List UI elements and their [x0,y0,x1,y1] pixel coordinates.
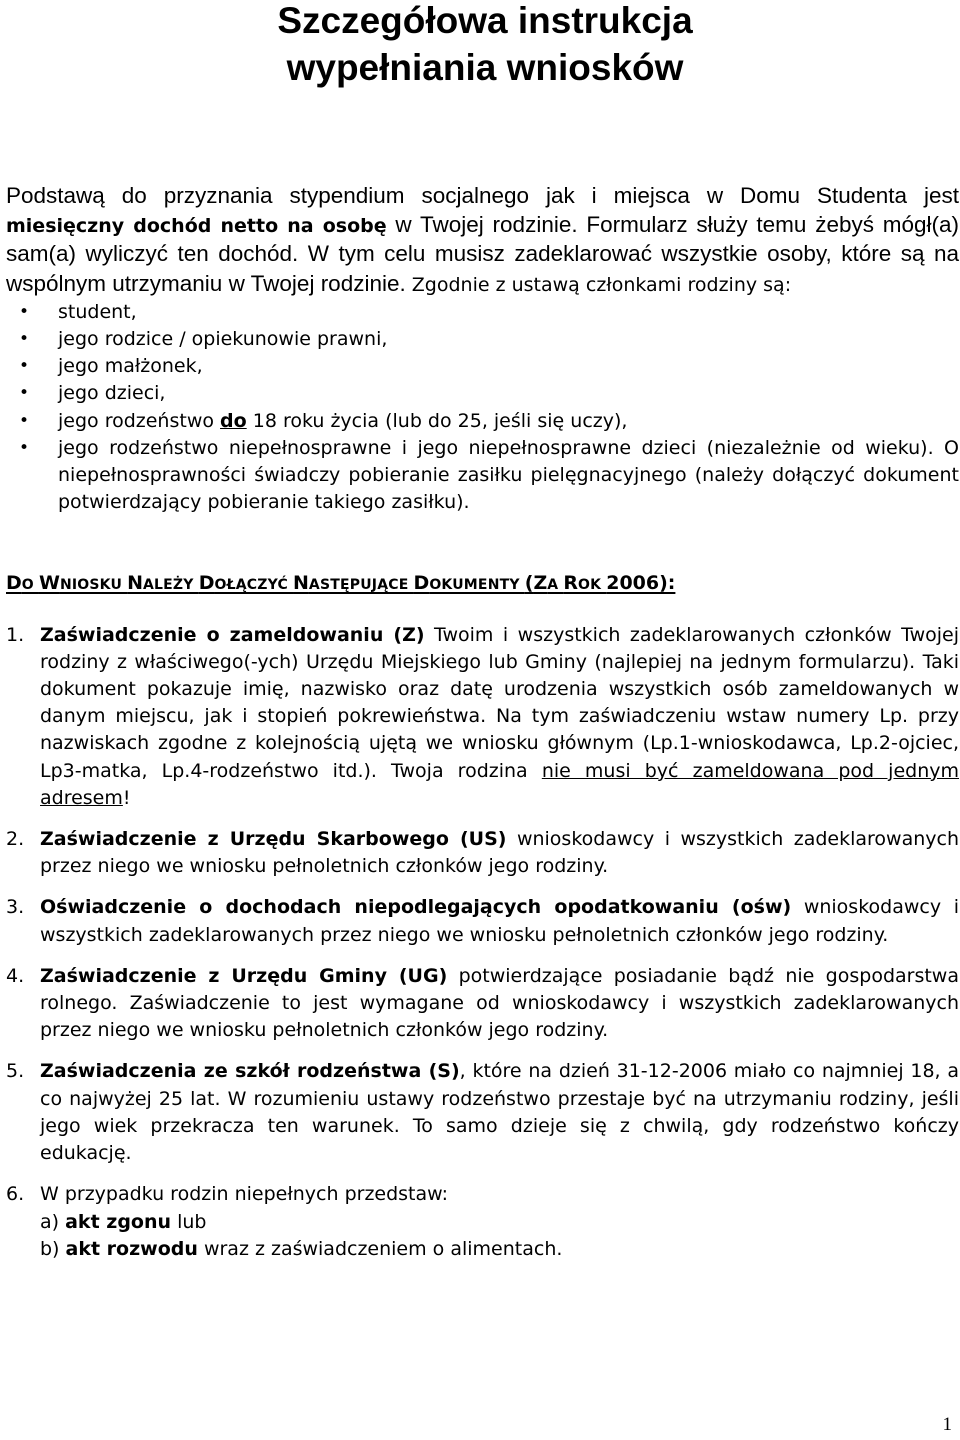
item-number: 5. [6,1060,25,1083]
list-item [6,435,959,517]
heading-part: A [547,577,564,594]
item-number: 4. [6,964,25,987]
list-item [6,622,959,812]
page-title [0,0,960,91]
heading-part: O [21,577,39,594]
heading-part: ( [524,572,534,595]
heading-part: Z [533,572,548,595]
item-number: 1. [6,623,25,646]
heading-part: D [198,572,215,595]
item-number: 2. [6,828,25,851]
sub-item-bold: akt rozwodu [65,1237,198,1260]
item-tail: ! [122,786,131,809]
member-parents: jego rodzice / opiekunowie prawni, [58,328,388,351]
list-item [6,326,959,353]
sub-item-b [40,1238,562,1260]
item-title: Zaświadczenia ze szkół rodzeństwa (S) [40,1060,460,1083]
list-item [6,826,959,880]
heading-part: OK [578,577,607,594]
title-line-2: wypełniania wniosków [286,47,684,88]
item-title: Zaświadczenie z Urzędu Gminy (UG) [40,964,448,987]
heading-part: N [127,572,143,595]
item-text: Twoim i wszystkich zadeklarowanych członków Twojej rodziny z właściwego(-ych) Urzędu Miejskiego lub Gminy (najlepiej na jednym formularzu). Taki dokument pokazuje imię, nazwisko oraz datę urodzenia wszystkich osób zameldowanych w danym miejscu, jak i stopień pokrewieństwa. Na tym zaświadczeniu wstaw numery Lp. przy nazwiskach zgodne z kolejnością ujętą we wniosku głównym (Lp.1-wnioskodawca, Lp.2-ojciec, Lp3-matka, Lp.4-rodzeństwo itd.). Twoja rodzina [40,623,959,782]
item-text: wnioskodawcy i wszystkich zadeklarowanych przez niego we wniosku pełnoletnich członków jego rodziny. [40,828,959,878]
list-item [6,963,959,1045]
sub-item-text: lub [171,1210,207,1233]
documents-heading [6,570,959,599]
list-item [6,299,959,326]
heading-part: W [38,572,60,595]
sub-item-a [40,1211,206,1233]
document-body [6,182,959,1263]
page-number: 1 [942,1413,952,1435]
title-line-1: Szczegółowa instrukcja [277,0,693,41]
member-sibling-underlined: do [220,409,247,432]
heading-part: R [563,572,578,595]
item-title: Zaświadczenie z Urzędu Skarbowego (US) [40,828,507,851]
list-item [6,1181,959,1263]
intro-paragraph [6,182,959,299]
list-item [6,380,959,407]
sub-item-bold: akt zgonu [65,1210,172,1233]
member-disabled: jego rodzeństwo niepełnosprawne i jego niepełnosprawne dzieci (niezależnie od wieku). O niepełnosprawności świadczy pobieranie zasiłku pielęgnacyjnego (należy dołączyć dokument potwierdzający pobieranie takiego zasiłku). [58,436,959,514]
heading-part: ASTĘPUJĄCE [308,577,414,594]
item-text: wnioskodawcy i wszystkich zadeklarowanych przez niego we wniosku pełnoletnich członków jego rodziny. [40,896,959,946]
heading-part: ALEŻY [143,577,199,594]
item-title: Oświadczenie o dochodach niepodlegających opodatkowaniu (ośw) [40,896,792,919]
member-student: student, [58,300,137,323]
item-text: potwierdzające posiadanie bądź nie gospodarstwa rolnego. Zaświadczenie to jest wymagane od wnioskodawcy i wszystkich zadeklarowanych przez niego we wniosku pełnoletnich członków jego rodziny. [40,964,959,1042]
documents-list [6,622,959,1263]
item-underlined-text: nie musi być zameldowana pod jednym adresem [40,759,960,809]
member-children: jego dzieci, [58,382,166,405]
sub-item-label: b) [40,1237,60,1260]
heading-part: D [6,572,22,595]
heading-part: N [293,572,309,595]
family-members-list [6,299,959,517]
item-title: Zaświadczenie o zameldowaniu (Z) [40,623,425,646]
heading-part: OŁĄCZYĆ [214,577,294,594]
member-sibling-after: 18 roku życia (lub do 25, jeśli się uczy), [246,409,628,432]
list-item [6,894,959,948]
heading-part: NIOSKU [59,577,128,594]
list-item [6,353,959,380]
intro-start: Podstawą do przyznania stypendium socjalnego jak i miejsca w Domu Studenta jest [6,183,959,208]
list-item [6,1058,959,1167]
intro-bold-income: miesięczny dochód netto na osobę [6,215,387,238]
member-spouse: jego małżonek, [58,355,203,378]
sub-item-label: a) [40,1210,60,1233]
item-text: W przypadku rodzin niepełnych przedstaw: [40,1183,449,1206]
item-text: , które na dzień 31-12-2006 miało co najmniej 18, a co najwyżej 25 lat. W rozumieniu ustawy rodzeństwo przestaje być na utrzymaniu rodziny, jeśli jego wiek przekracza ten warunek. To samo dzieje się z chwilą, gdy rodzeństwo kończy edukację. [40,1060,959,1165]
item-number: 6. [6,1183,25,1206]
list-item [6,408,959,435]
heading-part: D [413,572,430,595]
intro-middle: w Twojej rodzinie. Formularz służy temu żebyś mógł(a) sam(a) wyliczyć ten dochód. W tym celu musisz zadeklarować wszystkie osoby, które są na wspólnym utrzymaniu w Twojej rodzinie. [6,212,960,296]
intro-end: Zgodnie z ustawą członkami rodziny są: [405,273,792,296]
sub-item-text: wraz z zaświadczeniem o alimentach. [197,1237,563,1260]
member-sibling-before: jego rodzeństwo [58,409,221,432]
heading-part: 2006): [606,572,676,595]
item-number: 3. [6,896,25,919]
heading-part: OKUMENTY [429,577,525,594]
